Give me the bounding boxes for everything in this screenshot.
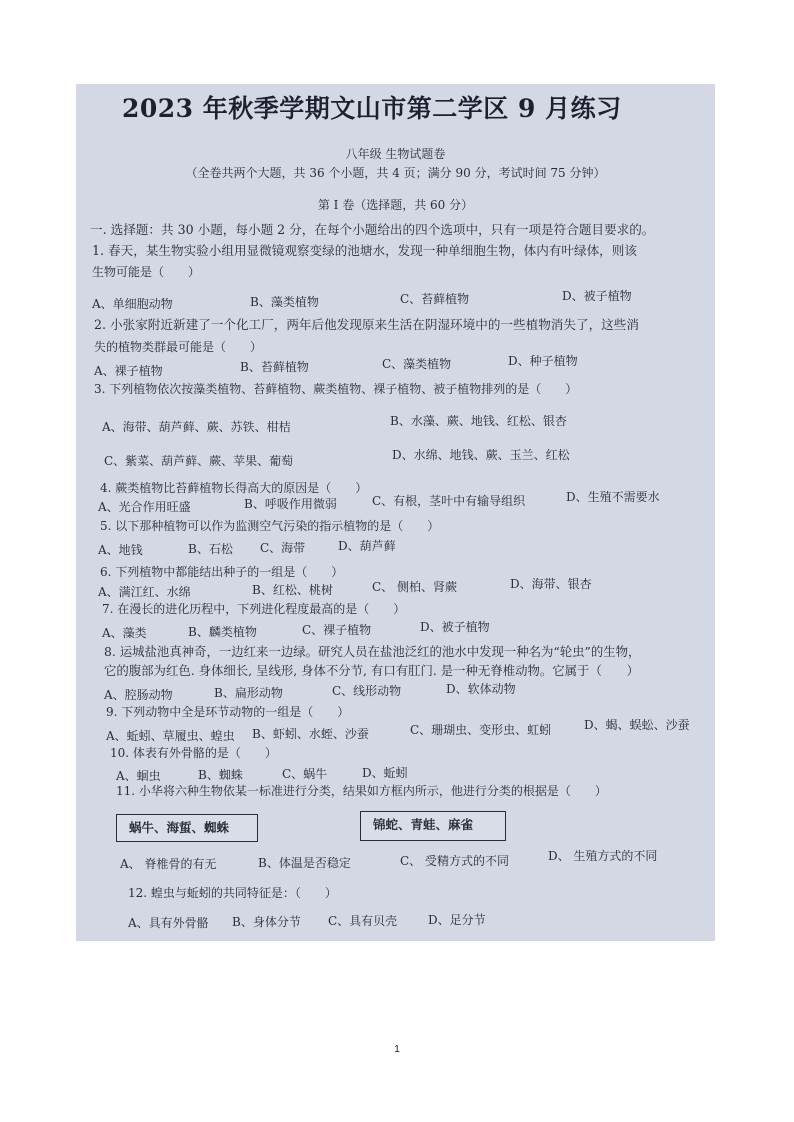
question-1-option-c: C、苔藓植物 xyxy=(400,292,470,306)
question-5: 5. 以下那种植物可以作为监测空气污染的指示植物的是（ ） xyxy=(100,519,440,533)
question-1-option-b: B、藻类植物 xyxy=(250,295,319,309)
question-12-option-d: D、足分节 xyxy=(428,913,486,927)
question-11-option-c: C、 受精方式的不同 xyxy=(400,854,509,868)
classification-box-2: 锦蛇、青蛙、麻雀 xyxy=(360,811,506,841)
question-12: 12. 蝗虫与蚯蚓的共同特征是：（ ） xyxy=(128,886,337,900)
section-intro: 一. 选择题：共 30 小题，每小题 2 分，在每个小题给出的四个选项中，只有一项是符合题目要求的。 xyxy=(90,222,655,237)
question-8-option-a: A、腔肠动物 xyxy=(104,688,173,702)
question-7: 7. 在漫长的进化历程中，下列进化程度最高的是（ ） xyxy=(102,602,406,616)
question-11: 11. 小华将六种生物依某一标准进行分类，结果如方框内所示，他进行分类的根据是（ ） xyxy=(116,784,607,798)
question-1-option-d: D、被子植物 xyxy=(562,289,632,303)
question-4-option-b: B、呼吸作用微弱 xyxy=(244,497,337,511)
question-8-option-c: C、线形动物 xyxy=(332,684,402,698)
question-1-line1: 1. 春天，某生物实验小组用显微镜观察变绿的池塘水，发现一种单细胞生物，体内有叶绿体，则该 xyxy=(92,243,637,258)
question-2-option-d: D、种子植物 xyxy=(508,354,578,368)
question-5-option-d: D、葫芦藓 xyxy=(338,539,396,553)
question-9-option-b: B、虾蚓、水蛭、沙蚕 xyxy=(252,727,369,741)
question-12-option-a: A、具有外骨骼 xyxy=(128,916,209,930)
question-10: 10. 体表有外骨骼的是（ ） xyxy=(110,746,277,760)
question-10-option-a: A、蛔虫 xyxy=(116,769,161,783)
exam-subtitle: 八年级 生物试题卷 xyxy=(345,147,446,161)
part-heading: 第 I 卷（选择题，共 60 分） xyxy=(317,198,474,212)
question-6-option-c: C、 侧柏、肾蕨 xyxy=(372,580,457,594)
question-9: 9. 下列动物中全是环节动物的一组是（ ） xyxy=(106,705,350,719)
question-2-option-a: A、裸子植物 xyxy=(94,364,163,378)
question-7-option-d: D、被子植物 xyxy=(420,620,490,634)
question-11-option-d: D、 生殖方式的不同 xyxy=(548,849,658,863)
question-8-line1: 8. 运城盐池真神奇，一边红来一边绿。研究人员在盐池泛红的池水中发现一种名为“轮虫”的生物， xyxy=(104,644,641,659)
question-5-option-c: C、海带 xyxy=(260,541,306,555)
question-3-option-c: C、紫菜、葫芦藓、蕨、苹果、葡萄 xyxy=(104,454,294,468)
exam-photo xyxy=(76,84,715,941)
question-7-option-b: B、麟类植物 xyxy=(188,625,257,639)
question-3-option-a: A、海带、葫芦藓、蕨、苏铁、柑桔 xyxy=(102,420,291,434)
question-2-option-b: B、苔藓植物 xyxy=(240,360,309,374)
question-10-option-c: C、蜗牛 xyxy=(282,767,328,781)
page-number: 1 xyxy=(394,1044,400,1055)
classification-box-1: 蜗牛、海蜇、蜘蛛 xyxy=(116,814,258,842)
question-4: 4. 蕨类植物比苔藓植物长得高大的原因是（ ） xyxy=(100,481,368,495)
question-3-option-d: D、水绵、地钱、蕨、玉兰、红松 xyxy=(392,448,570,462)
question-6-option-b: B、红松、桃树 xyxy=(252,583,333,597)
question-7-option-a: A、藻类 xyxy=(102,626,147,640)
question-10-option-b: B、蜘蛛 xyxy=(198,768,243,782)
question-4-option-a: A、光合作用旺盛 xyxy=(98,500,191,514)
question-1-option-a: A、单细胞动物 xyxy=(92,297,173,311)
question-8-option-d: D、软体动物 xyxy=(446,682,516,696)
question-9-option-d: D、蝎、蜈蚣、沙蚕 xyxy=(584,718,690,732)
question-11-option-a: A、 脊椎骨的有无 xyxy=(120,857,217,871)
question-4-option-c: C、有根，茎叶中有输导组织 xyxy=(372,494,526,508)
question-12-option-b: B、身体分节 xyxy=(232,915,301,929)
question-8-option-b: B、扁形动物 xyxy=(214,686,283,700)
exam-info: （全卷共两个大题，共 36 个小题，共 4 页；满分 90 分，考试时间 75 分钟） xyxy=(185,166,606,180)
question-6: 6. 下列植物中都能结出种子的一组是（ ） xyxy=(100,565,344,579)
question-2-line2: 失的植物类群最可能是（ ） xyxy=(94,340,263,354)
question-3-option-b: B、水藻、蕨、地钱、红松、银杏 xyxy=(390,414,567,428)
exam-title: 2023 年秋季学期文山市第二学区 9 月练习 xyxy=(122,94,622,123)
question-7-option-c: C、裸子植物 xyxy=(302,623,372,637)
question-3: 3. 下列植物依次按藻类植物、苔藓植物、蕨类植物、裸子植物、被子植物排列的是（ ） xyxy=(94,382,578,396)
question-10-option-d: D、蚯蚓 xyxy=(362,766,408,780)
question-9-option-a: A、蚯蚓、草履虫、蝗虫 xyxy=(106,729,235,743)
question-8-line2: 它的腹部为红色. 身体细长, 呈线形, 身体不分节, 有口有肛门. 是一种无脊椎动物。它属于（ ） xyxy=(104,663,640,678)
question-6-option-a: A、满江红、水绵 xyxy=(98,585,191,599)
question-2-line1: 2. 小张家附近新建了一个化工厂，两年后他发现原来生活在阴湿环境中的一些植物消失了，这些消 xyxy=(94,317,639,332)
question-2-option-c: C、藻类植物 xyxy=(382,357,452,371)
question-6-option-d: D、海带、银杏 xyxy=(510,577,592,591)
question-4-option-d: D、生殖不需要水 xyxy=(566,490,660,504)
question-5-option-a: A、地钱 xyxy=(98,543,143,557)
question-9-option-c: C、珊瑚虫、变形虫、虹蚓 xyxy=(410,723,552,737)
question-11-option-b: B、体温是否稳定 xyxy=(258,856,351,870)
question-5-option-b: B、石松 xyxy=(188,542,233,556)
question-12-option-c: C、具有贝壳 xyxy=(328,914,398,928)
question-1-line2: 生物可能是（ ） xyxy=(92,265,201,279)
